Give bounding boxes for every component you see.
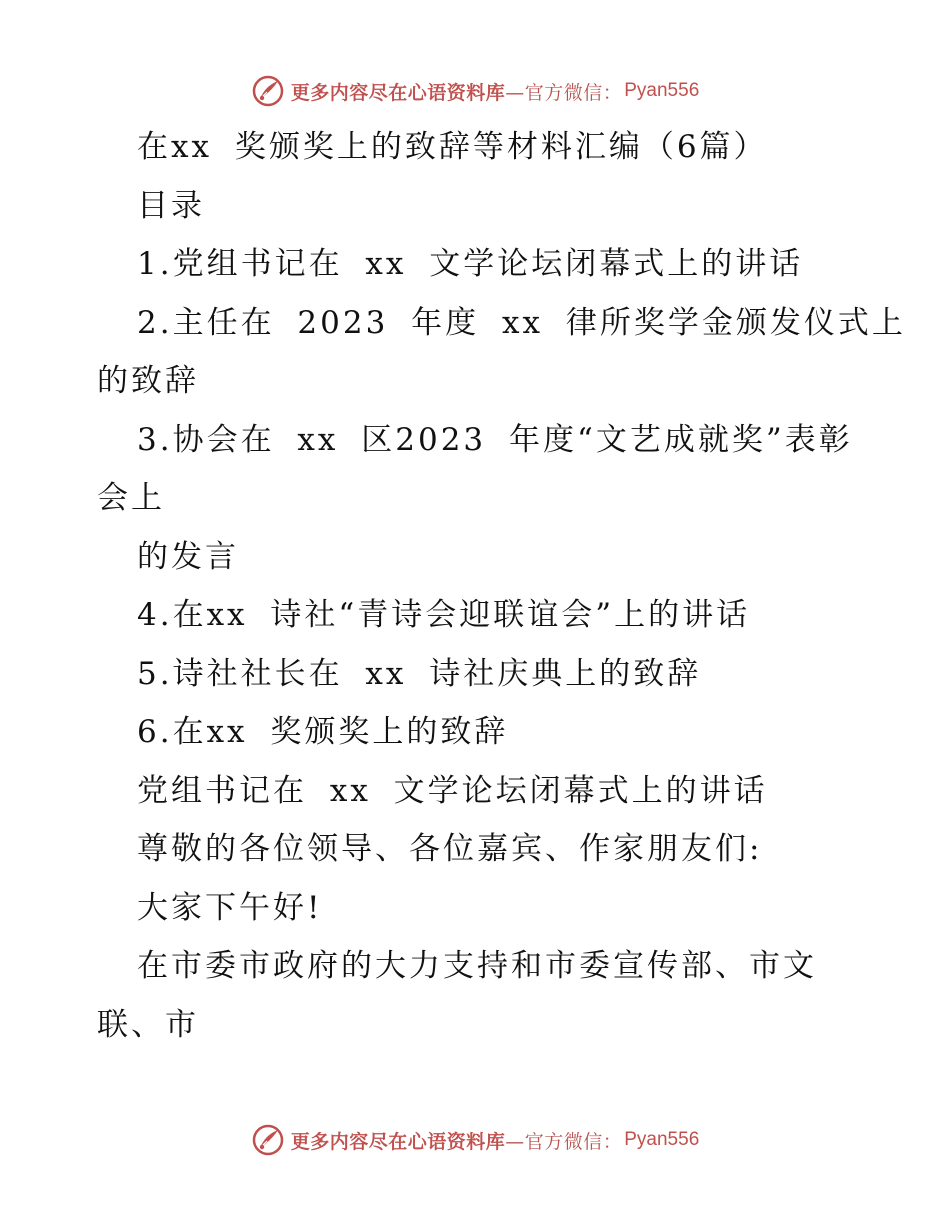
watermark-wechat-id: Pyan556	[624, 1129, 700, 1150]
section-title: 党组书记在 xx 文学论坛闭幕式上的讲话	[137, 772, 768, 809]
document-body	[97, 118, 906, 1054]
body-paragraph-line-continued: 联、市	[97, 1006, 199, 1043]
toc-item-1: 1.党组书记在 xx 文学论坛闭幕式上的讲话	[137, 246, 804, 282]
watermark-separator-text: —官方微信：	[505, 81, 623, 104]
toc-item-4: 4.在xx 诗社“青诗会迎联谊会”上的讲话	[137, 597, 751, 633]
watermark-text	[291, 1127, 700, 1154]
greeting: 大家下午好!	[137, 889, 323, 926]
toc-item-5: 5.诗社社长在 xx 诗社庆典上的致辞	[137, 655, 702, 692]
watermark-text	[291, 78, 700, 105]
toc-heading: 目录	[137, 187, 205, 224]
salutation: 尊敬的各位领导、各位嘉宾、作家朋友们:	[137, 831, 763, 867]
toc-item-2: 2.主任在 2023 年度 xx 律所奖学金颁发仪式上	[137, 304, 906, 341]
body-paragraph-line: 在市委市政府的大力支持和市委宣传部、市文	[137, 948, 817, 984]
header-watermark	[0, 71, 950, 111]
watermark-main-text: 更多内容尽在心语资料库	[290, 81, 506, 104]
watermark-wechat-id: Pyan556	[624, 80, 700, 101]
toc-item-6: 6.在xx 奖颁奖上的致辞	[137, 714, 509, 750]
footer-watermark	[0, 1120, 950, 1160]
toc-item-3-continued-2: 的发言	[137, 538, 239, 575]
watermark-main-text: 更多内容尽在心语资料库	[290, 1130, 506, 1153]
document-title: 在xx 奖颁奖上的致辞等材料汇编（6篇）	[137, 129, 768, 165]
toc-item-2-continued: 的致辞	[97, 363, 199, 399]
quill-pen-logo-icon	[251, 1123, 285, 1157]
toc-item-3: 3.协会在 xx 区2023 年度“文艺成就奖”表彰	[137, 421, 853, 458]
watermark-separator-text: —官方微信：	[505, 1130, 623, 1153]
quill-pen-logo-icon	[251, 74, 285, 108]
toc-item-3-continued: 会上	[97, 480, 165, 516]
